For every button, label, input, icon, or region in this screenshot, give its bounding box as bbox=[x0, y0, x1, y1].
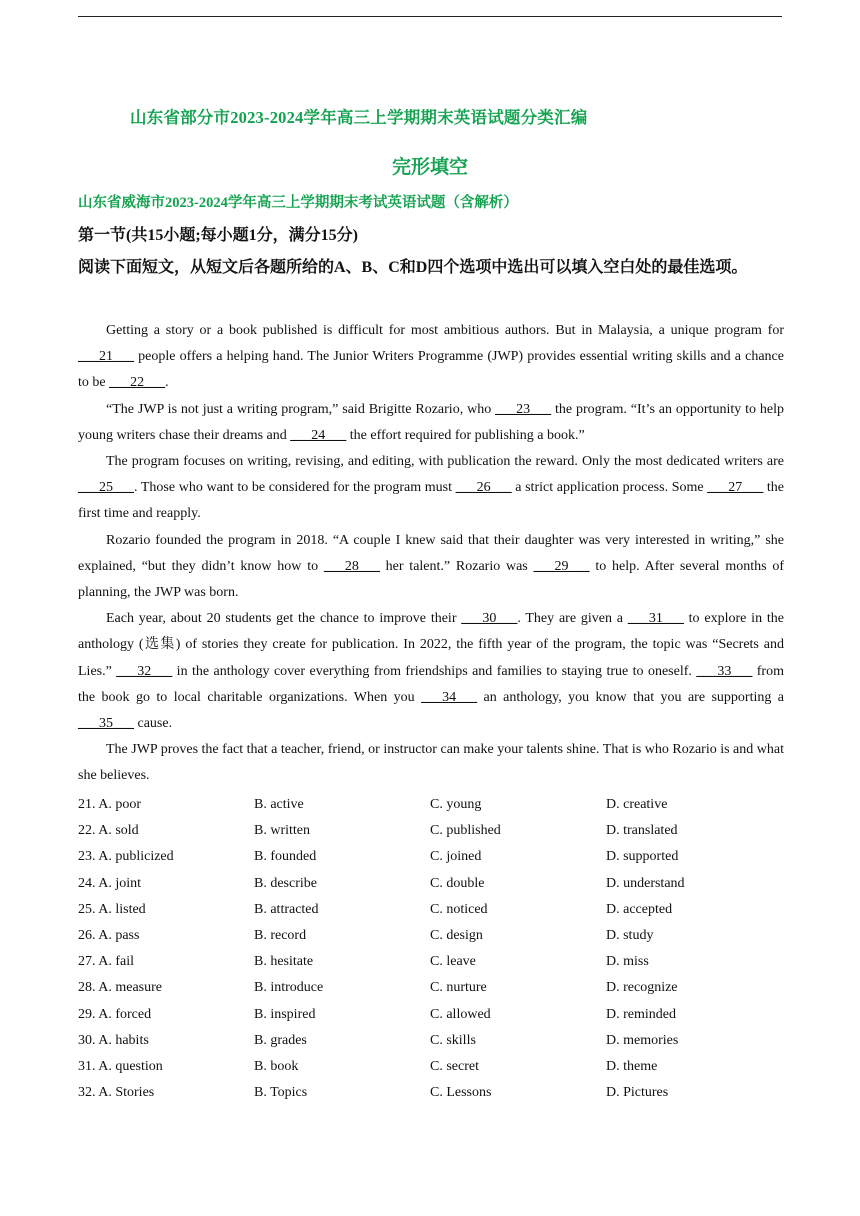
option-d: D. study bbox=[606, 927, 654, 943]
option-a: 31. A. question bbox=[78, 1058, 163, 1074]
passage-text: the effort required for publishing a book.” bbox=[346, 427, 585, 443]
document-title: 山东省部分市2023-2024学年高三上学期期末英语试题分类汇编 bbox=[130, 108, 588, 127]
passage-text: an anthology, you know that you are supporting a bbox=[477, 689, 784, 705]
passage-text: Getting a story or a book published is difficult for most ambitious authors. But in Malaysia, a unique program for bbox=[106, 323, 784, 338]
cloze-blank: ___31___ bbox=[627, 611, 684, 627]
option-c: C. published bbox=[430, 823, 501, 839]
passage-text: people offers a helping hand. The Junior Writers Programme (JWP) provides essential writing skills and a chance to be bbox=[78, 349, 784, 391]
option-row bbox=[78, 871, 784, 897]
cloze-blank: ___30___ bbox=[461, 611, 518, 627]
passage-text: . They are given a bbox=[517, 611, 628, 627]
option-row bbox=[78, 792, 784, 818]
option-a: 26. A. pass bbox=[78, 927, 140, 943]
cloze-blank: ___29___ bbox=[533, 558, 590, 574]
option-b: B. founded bbox=[254, 849, 317, 865]
cloze-blank: ___24___ bbox=[290, 427, 347, 443]
option-d: D. reminded bbox=[606, 1006, 676, 1022]
option-a: 30. A. habits bbox=[78, 1032, 149, 1048]
cloze-blank: ___25___ bbox=[78, 480, 134, 496]
cloze-blank: ___26___ bbox=[455, 480, 512, 496]
option-a: 29. A. forced bbox=[78, 1006, 152, 1022]
option-d: D. Pictures bbox=[606, 1085, 669, 1101]
passage-text: a strict application process. Some bbox=[511, 480, 708, 496]
option-a: 28. A. measure bbox=[78, 980, 162, 996]
option-row bbox=[78, 1080, 784, 1106]
option-d: D. miss bbox=[606, 954, 649, 970]
option-c: C. skills bbox=[430, 1032, 476, 1048]
option-c: C. young bbox=[430, 797, 482, 812]
cloze-blank: ___27___ bbox=[707, 480, 764, 496]
option-c: C. double bbox=[430, 875, 485, 891]
cloze-blank: ___21___ bbox=[78, 349, 134, 365]
option-b: B. written bbox=[254, 823, 310, 839]
cloze-passage bbox=[78, 318, 784, 790]
cloze-blank: ___32___ bbox=[116, 663, 173, 679]
passage-text: from the book go to local charitable organizations. When you bbox=[78, 663, 784, 705]
passage-text: The program focuses on writing, revising, and editing, with publication the reward. Only the most dedicated writers are bbox=[106, 454, 784, 470]
option-b: B. grades bbox=[254, 1032, 307, 1048]
section-title: 完形填空 bbox=[391, 157, 468, 178]
exam-source-title: 山东省威海市2023-2024学年高三上学期期末考试英语试题（含解析） bbox=[78, 195, 518, 211]
option-d: D. theme bbox=[606, 1058, 658, 1074]
option-b: B. introduce bbox=[254, 980, 324, 996]
cloze-blank: ___22___ bbox=[109, 375, 166, 391]
passage-text: her talent.” Rozario was bbox=[379, 558, 534, 574]
option-c: C. secret bbox=[430, 1058, 479, 1074]
option-a: 23. A. publicized bbox=[78, 849, 174, 865]
option-row bbox=[78, 1054, 784, 1080]
passage-text: Rozario founded the program in 2018. “A couple I knew said that their daughter was very interested in writing,” she explained, “but they didn’t know how to bbox=[78, 532, 784, 574]
option-a: 24. A. joint bbox=[78, 875, 142, 891]
option-c: C. nurture bbox=[430, 980, 487, 996]
option-d: D. accepted bbox=[606, 901, 673, 917]
passage-paragraph bbox=[78, 606, 784, 737]
passage-text: the first time and reapply. bbox=[78, 480, 784, 522]
passage-paragraph bbox=[78, 397, 784, 449]
option-row bbox=[78, 923, 784, 949]
option-c: C. design bbox=[430, 927, 483, 943]
option-c: C. noticed bbox=[430, 901, 488, 917]
option-row bbox=[78, 1028, 784, 1054]
option-b: B. attracted bbox=[254, 901, 319, 917]
passage-text: in the anthology cover everything from friendships and families to staying true to oneself. bbox=[172, 663, 697, 679]
option-d: D. understand bbox=[606, 875, 685, 891]
passage-text: The JWP proves the fact that a teacher, friend, or instructor can make your talents shine. That is who Rozario is and what she believes. bbox=[78, 742, 784, 784]
passage-text: Each year, about 20 students get the chance to improve their bbox=[106, 611, 462, 627]
option-d: D. memories bbox=[606, 1032, 679, 1048]
header-rule bbox=[78, 16, 782, 17]
passage-text: to explore in the anthology (选集) of stories they create for publication. In 2022, the fifth year of the program, the topic was “Secrets and Lies.” bbox=[78, 611, 784, 679]
option-b: B. active bbox=[254, 797, 304, 812]
option-a: 27. A. fail bbox=[78, 954, 134, 970]
option-row bbox=[78, 818, 784, 844]
cloze-blank: ___28___ bbox=[323, 558, 380, 574]
option-b: B. record bbox=[254, 927, 307, 943]
passage-paragraph bbox=[78, 318, 784, 397]
passage-paragraph bbox=[78, 737, 784, 789]
option-c: C. allowed bbox=[430, 1006, 491, 1022]
option-row bbox=[78, 949, 784, 975]
option-a: 25. A. listed bbox=[78, 901, 146, 917]
cloze-blank: ___33___ bbox=[696, 663, 753, 679]
passage-text: “The JWP is not just a writing program,” said Brigitte Rozario, who bbox=[106, 401, 496, 417]
answer-options bbox=[78, 792, 784, 1106]
option-a: 22. A. sold bbox=[78, 823, 139, 839]
cloze-blank: ___23___ bbox=[495, 401, 552, 417]
passage-text: cause. bbox=[134, 716, 173, 732]
instructions: 阅读下面短文，从短文后各题所给的A、B、C和D四个选项中选出可以填入空白处的最佳选项。 bbox=[78, 259, 748, 276]
option-c: C. leave bbox=[430, 954, 476, 970]
option-d: D. creative bbox=[606, 797, 668, 812]
option-a: 21. A. poor bbox=[78, 797, 141, 812]
option-d: D. recognize bbox=[606, 980, 678, 996]
cloze-blank: ___34___ bbox=[421, 689, 478, 705]
option-b: B. book bbox=[254, 1058, 299, 1074]
passage-paragraph bbox=[78, 449, 784, 528]
passage-text: . Those who want to be considered for the program must bbox=[134, 480, 456, 496]
option-b: B. inspired bbox=[254, 1006, 316, 1022]
passage-paragraph bbox=[78, 528, 784, 607]
option-b: B. Topics bbox=[254, 1085, 308, 1101]
option-d: D. supported bbox=[606, 849, 679, 865]
cloze-blank: ___35___ bbox=[78, 716, 134, 732]
passage-text: to help. After several months of planning, the JWP was born. bbox=[78, 558, 784, 601]
option-row bbox=[78, 844, 784, 870]
option-row bbox=[78, 897, 784, 923]
option-b: B. hesitate bbox=[254, 954, 314, 970]
option-c: C. joined bbox=[430, 849, 482, 865]
passage-text: the program. “It’s an opportunity to help young writers chase their dreams and bbox=[78, 401, 784, 443]
option-a: 32. A. Stories bbox=[78, 1085, 155, 1101]
option-d: D. translated bbox=[606, 823, 678, 839]
part-heading: 第一节(共15小题;每小题1分，满分15分) bbox=[78, 227, 358, 244]
passage-text: . bbox=[165, 375, 169, 391]
option-b: B. describe bbox=[254, 875, 317, 891]
option-row bbox=[78, 1002, 784, 1028]
option-row bbox=[78, 975, 784, 1001]
option-c: C. Lessons bbox=[430, 1085, 492, 1101]
